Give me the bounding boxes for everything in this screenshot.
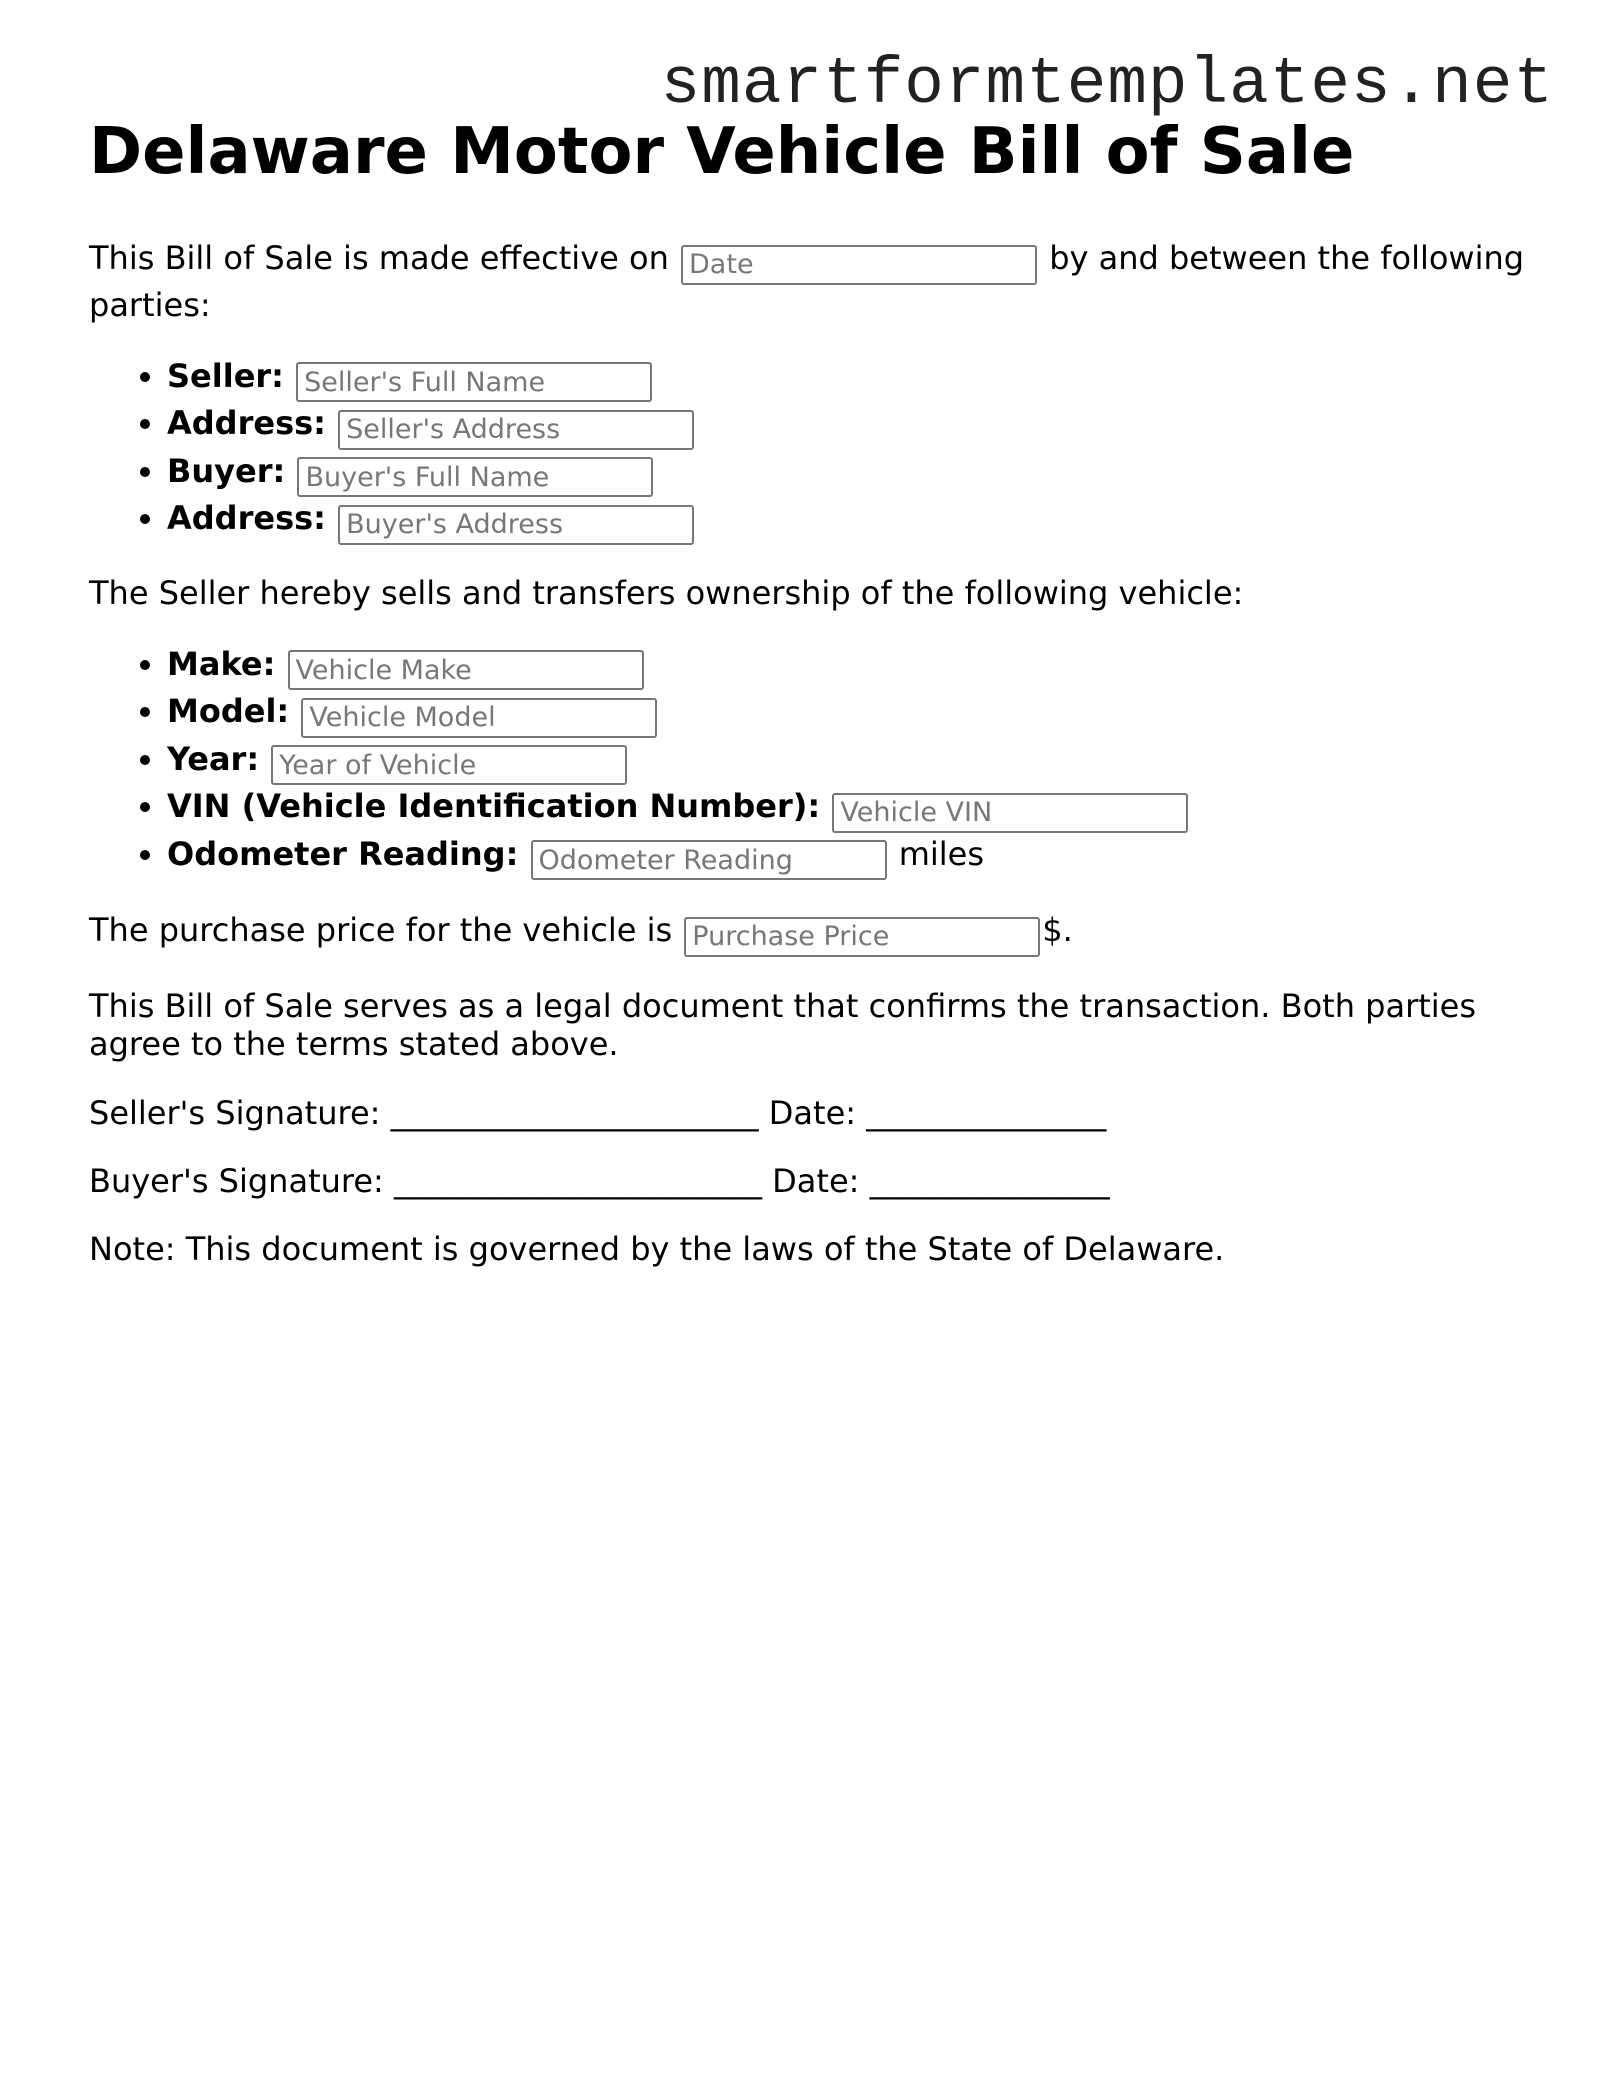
seller-label: Seller: <box>167 356 284 395</box>
vin-label: VIN (Vehicle Identification Number): <box>167 787 821 825</box>
parties-list <box>89 355 1529 545</box>
vehicle-model-input[interactable] <box>301 698 657 738</box>
seller-address-input[interactable] <box>338 410 694 450</box>
list-item-seller <box>167 355 1529 403</box>
odometer-unit: miles <box>898 834 985 873</box>
price-paragraph <box>89 910 1529 957</box>
intro-text-after: by and between the following parties: <box>89 239 1525 324</box>
buyer-signature-blank: _______________________ <box>393 1161 762 1200</box>
effective-date-input[interactable] <box>681 245 1037 285</box>
list-item-odometer <box>167 833 1529 881</box>
list-item-seller-address <box>167 402 1529 450</box>
seller-signature-label: Seller's Signature: <box>89 1093 381 1132</box>
list-item-model <box>167 690 1529 738</box>
vehicle-make-input[interactable] <box>288 650 644 690</box>
seller-name-input[interactable] <box>296 362 652 402</box>
buyer-date-blank: _______________ <box>869 1161 1110 1200</box>
list-item-vin <box>167 785 1529 833</box>
odometer-label: Odometer Reading: <box>167 834 519 873</box>
intro-paragraph <box>89 238 1529 325</box>
buyer-name-input[interactable] <box>297 457 653 497</box>
odometer-input[interactable] <box>531 840 887 880</box>
model-label: Model: <box>167 692 290 730</box>
legal-paragraph: This Bill of Sale serves as a legal document that confirms the transaction. Both parties agree to the terms stated above. <box>89 986 1477 1063</box>
price-text-after: $. <box>1042 911 1073 949</box>
vehicle-year-input[interactable] <box>271 745 627 785</box>
make-label: Make: <box>167 644 276 683</box>
list-item-buyer-address <box>167 497 1529 545</box>
list-item-year <box>167 738 1529 786</box>
seller-signature-line <box>89 1093 1529 1133</box>
intro-text-before: This Bill of Sale is made effective on <box>89 239 669 277</box>
bill-of-sale-form <box>89 112 1529 1269</box>
governing-law-note: Note: This document is governed by the laws of the State of Delaware. <box>89 1229 1225 1268</box>
seller-signature-blank: _______________________ <box>390 1093 759 1132</box>
vehicle-list <box>89 643 1529 881</box>
buyer-signature-line <box>89 1161 1529 1201</box>
page-title: Delaware Motor Vehicle Bill of Sale <box>89 115 1355 189</box>
buyer-address-label: Address: <box>167 499 326 537</box>
buyer-signature-label: Buyer's Signature: <box>89 1161 384 1200</box>
seller-date-blank: _______________ <box>866 1093 1107 1132</box>
purchase-price-input[interactable] <box>684 917 1040 957</box>
price-text-before: The purchase price for the vehicle is <box>89 911 673 949</box>
list-item-make <box>167 643 1529 691</box>
transfer-paragraph: The Seller hereby sells and transfers ownership of the following vehicle: <box>89 573 1244 612</box>
year-label: Year: <box>167 739 260 778</box>
vehicle-vin-input[interactable] <box>832 793 1188 833</box>
buyer-label: Buyer: <box>167 451 286 490</box>
seller-date-label: Date: <box>768 1093 857 1132</box>
seller-address-label: Address: <box>167 404 326 442</box>
list-item-buyer <box>167 450 1529 498</box>
buyer-date-label: Date: <box>772 1161 860 1200</box>
watermark: smartformtemplates.net <box>660 47 1554 122</box>
buyer-address-input[interactable] <box>338 505 694 545</box>
